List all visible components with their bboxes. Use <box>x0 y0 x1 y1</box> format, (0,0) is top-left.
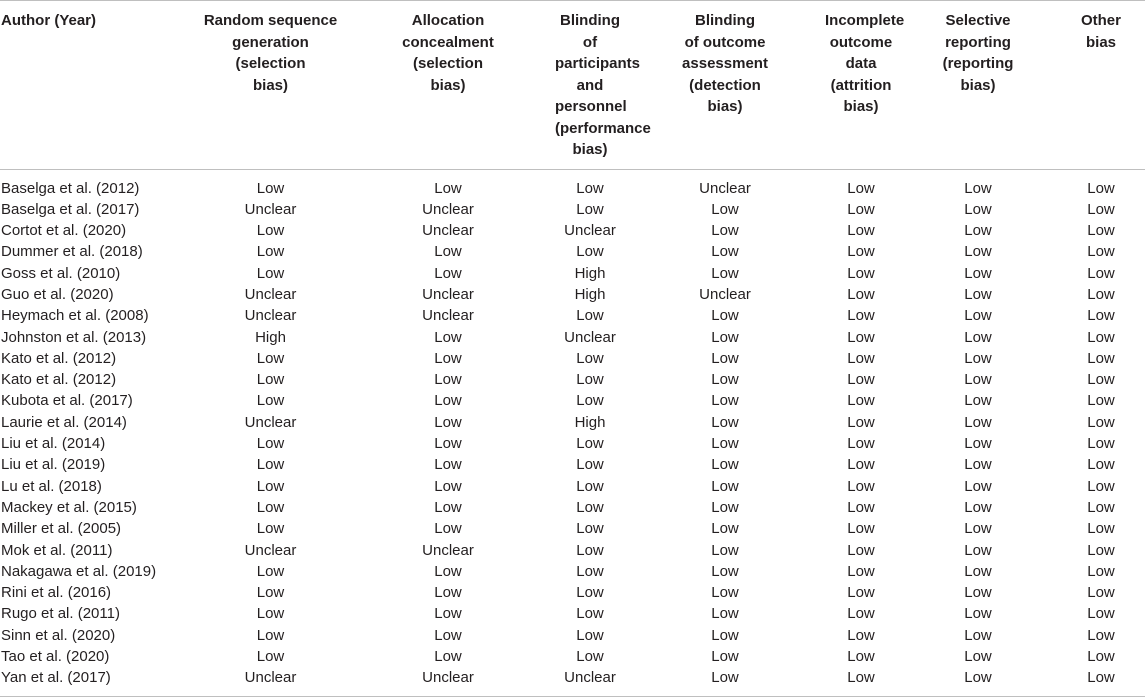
cell-incomplete-outcome-data: Low <box>847 648 875 666</box>
cell-random-sequence-generation: Low <box>256 456 285 474</box>
header-row <box>0 1 1145 170</box>
header-selective-reporting: Selective reporting (reporting bias) <box>899 1 1057 170</box>
cell-other-bias: Low <box>1087 520 1115 538</box>
cell-blinding-participants-personnel: Low <box>576 626 604 644</box>
cell-author-year: Liu et al. (2019) <box>1 456 106 474</box>
cell-allocation-concealment: Low <box>434 392 462 410</box>
table-row <box>0 582 1145 603</box>
cell-incomplete-outcome-data: Low <box>847 456 875 474</box>
header-random-sequence-generation: Random sequence generation (selection bias) <box>198 1 343 170</box>
cell-blinding-outcome-assessment: Unclear <box>699 179 751 197</box>
cell-random-sequence-generation: Low <box>256 392 285 410</box>
cell-blinding-participants-personnel: High <box>574 285 606 303</box>
cell-author-year: Sinn et al. (2020) <box>1 626 116 644</box>
cell-random-sequence-generation: Low <box>256 179 285 197</box>
cell-author-year: Liu et al. (2014) <box>1 435 106 453</box>
cell-other-bias: Low <box>1087 456 1115 474</box>
cell-selective-reporting: Low <box>964 222 992 240</box>
cell-allocation-concealment: Low <box>434 243 462 261</box>
table-row <box>0 348 1145 369</box>
cell-allocation-concealment: Low <box>434 179 462 197</box>
cell-blinding-participants-personnel: Low <box>576 392 604 410</box>
cell-incomplete-outcome-data: Low <box>847 392 875 410</box>
cell-allocation-concealment: Low <box>434 498 462 516</box>
cell-blinding-participants-personnel: Low <box>576 200 604 218</box>
cell-allocation-concealment: Low <box>434 264 462 282</box>
cell-other-bias: Low <box>1087 605 1115 623</box>
cell-blinding-participants-personnel: Low <box>576 435 604 453</box>
cell-selective-reporting: Low <box>964 456 992 474</box>
cell-selective-reporting: Low <box>964 584 992 602</box>
cell-author-year: Tao et al. (2020) <box>1 648 110 666</box>
cell-author-year: Guo et al. (2020) <box>1 285 114 303</box>
cell-other-bias: Low <box>1087 648 1115 666</box>
cell-selective-reporting: Low <box>964 179 992 197</box>
cell-blinding-participants-personnel: Low <box>576 498 604 516</box>
table-row <box>0 454 1145 475</box>
cell-other-bias: Low <box>1087 264 1115 282</box>
header-allocation-concealment: Allocation concealment (selection bias) <box>343 1 553 170</box>
cell-allocation-concealment: Low <box>434 477 462 495</box>
cell-blinding-outcome-assessment: Low <box>711 626 739 644</box>
cell-author-year: Dummer et al. (2018) <box>1 243 143 261</box>
cell-blinding-outcome-assessment: Low <box>711 392 739 410</box>
cell-other-bias: Low <box>1087 413 1115 431</box>
table-row <box>0 603 1145 624</box>
cell-allocation-concealment: Unclear <box>422 222 474 240</box>
cell-incomplete-outcome-data: Low <box>847 264 875 282</box>
cell-blinding-participants-personnel: High <box>574 264 606 282</box>
cell-other-bias: Low <box>1087 541 1115 559</box>
cell-allocation-concealment: Unclear <box>422 285 474 303</box>
cell-incomplete-outcome-data: Low <box>847 328 875 346</box>
table-row <box>0 476 1145 497</box>
cell-author-year: Kubota et al. (2017) <box>1 392 133 410</box>
cell-random-sequence-generation: Low <box>256 264 285 282</box>
cell-selective-reporting: Low <box>964 349 992 367</box>
cell-blinding-outcome-assessment: Low <box>711 307 739 325</box>
cell-author-year: Heymach et al. (2008) <box>1 307 149 325</box>
cell-selective-reporting: Low <box>964 648 992 666</box>
cell-blinding-participants-personnel: Low <box>576 584 604 602</box>
header-blinding-outcome-assessment: Blinding of outcome assessment (detection bias) <box>627 1 823 170</box>
cell-allocation-concealment: Low <box>434 371 462 389</box>
cell-random-sequence-generation: Low <box>256 520 285 538</box>
cell-incomplete-outcome-data: Low <box>847 477 875 495</box>
cell-author-year: Kato et al. (2012) <box>1 371 117 389</box>
table-row <box>0 518 1145 539</box>
cell-random-sequence-generation: Low <box>256 371 285 389</box>
cell-selective-reporting: Low <box>964 200 992 218</box>
cell-random-sequence-generation: Unclear <box>244 200 297 218</box>
cell-selective-reporting: Low <box>964 328 992 346</box>
cell-blinding-outcome-assessment: Low <box>711 648 739 666</box>
cell-blinding-participants-personnel: Low <box>576 179 604 197</box>
cell-allocation-concealment: Low <box>434 328 462 346</box>
table-row <box>0 625 1145 646</box>
cell-blinding-outcome-assessment: Low <box>711 584 739 602</box>
cell-blinding-outcome-assessment: Low <box>711 349 739 367</box>
cell-blinding-participants-personnel: Low <box>576 605 604 623</box>
table-header <box>0 1 1145 170</box>
cell-blinding-outcome-assessment: Low <box>711 562 739 580</box>
cell-other-bias: Low <box>1087 498 1115 516</box>
cell-incomplete-outcome-data: Low <box>847 626 875 644</box>
cell-allocation-concealment: Unclear <box>343 667 553 696</box>
cell-random-sequence-generation: Unclear <box>244 307 297 325</box>
cell-incomplete-outcome-data: Low <box>847 498 875 516</box>
cell-blinding-participants-personnel: Unclear <box>564 222 616 240</box>
table-row <box>0 433 1145 454</box>
cell-random-sequence-generation: Low <box>256 222 285 240</box>
cell-blinding-outcome-assessment: Low <box>711 477 739 495</box>
cell-blinding-participants-personnel: Low <box>576 307 604 325</box>
table-row <box>0 646 1145 667</box>
header-incomplete-outcome-data: Incomplete outcome data (attrition bias) <box>823 1 899 170</box>
cell-incomplete-outcome-data: Low <box>847 541 875 559</box>
cell-blinding-participants-personnel: Low <box>576 456 604 474</box>
cell-blinding-participants-personnel: Low <box>576 477 604 495</box>
cell-other-bias: Low <box>1087 328 1115 346</box>
cell-other-bias: Low <box>1087 562 1115 580</box>
cell-incomplete-outcome-data: Low <box>847 285 875 303</box>
cell-random-sequence-generation: Unclear <box>244 413 297 431</box>
cell-other-bias: Low <box>1057 667 1145 696</box>
cell-author-year: Goss et al. (2010) <box>1 264 121 282</box>
cell-blinding-outcome-assessment: Low <box>711 435 739 453</box>
cell-blinding-outcome-assessment: Low <box>711 520 739 538</box>
cell-allocation-concealment: Low <box>434 626 462 644</box>
cell-selective-reporting: Low <box>899 667 1057 696</box>
cell-blinding-participants-personnel: Low <box>576 371 604 389</box>
cell-incomplete-outcome-data: Low <box>847 413 875 431</box>
cell-random-sequence-generation: Unclear <box>244 541 297 559</box>
cell-random-sequence-generation: Low <box>256 626 285 644</box>
cell-incomplete-outcome-data: Low <box>847 584 875 602</box>
cell-selective-reporting: Low <box>964 264 992 282</box>
cell-blinding-participants-personnel: Low <box>576 541 604 559</box>
cell-incomplete-outcome-data: Low <box>847 200 875 218</box>
cell-selective-reporting: Low <box>964 520 992 538</box>
cell-incomplete-outcome-data: Low <box>823 667 899 696</box>
table-row <box>0 412 1145 433</box>
table-row <box>0 497 1145 518</box>
cell-allocation-concealment: Low <box>434 648 462 666</box>
cell-author-year: Yan et al. (2017) <box>0 667 198 696</box>
cell-author-year: Kato et al. (2012) <box>1 349 117 367</box>
cell-random-sequence-generation: Low <box>256 562 285 580</box>
cell-random-sequence-generation: High <box>255 328 286 346</box>
cell-author-year: Baselga et al. (2017) <box>1 200 140 218</box>
table-row <box>0 390 1145 411</box>
cell-author-year: Lu et al. (2018) <box>1 477 102 495</box>
cell-other-bias: Low <box>1087 477 1115 495</box>
cell-blinding-outcome-assessment: Unclear <box>699 285 751 303</box>
cell-blinding-outcome-assessment: Low <box>627 667 823 696</box>
cell-blinding-outcome-assessment: Low <box>711 222 739 240</box>
cell-random-sequence-generation: Low <box>256 349 285 367</box>
cell-other-bias: Low <box>1087 392 1115 410</box>
cell-random-sequence-generation: Low <box>256 584 285 602</box>
table-row <box>0 241 1145 262</box>
cell-blinding-outcome-assessment: Low <box>711 456 739 474</box>
cell-incomplete-outcome-data: Low <box>847 605 875 623</box>
cell-allocation-concealment: Unclear <box>422 200 474 218</box>
cell-other-bias: Low <box>1087 349 1115 367</box>
cell-blinding-outcome-assessment: Low <box>711 371 739 389</box>
cell-blinding-participants-personnel: Low <box>576 562 604 580</box>
cell-random-sequence-generation: Low <box>256 605 285 623</box>
cell-random-sequence-generation: Low <box>256 435 285 453</box>
cell-random-sequence-generation: Low <box>256 243 285 261</box>
cell-other-bias: Low <box>1087 243 1115 261</box>
table-row <box>0 169 1145 199</box>
cell-author-year: Laurie et al. (2014) <box>1 413 127 431</box>
cell-selective-reporting: Low <box>964 285 992 303</box>
cell-author-year: Rini et al. (2016) <box>1 584 112 602</box>
table-row <box>0 327 1145 348</box>
cell-other-bias: Low <box>1087 435 1115 453</box>
cell-blinding-outcome-assessment: Low <box>711 328 739 346</box>
cell-selective-reporting: Low <box>964 477 992 495</box>
table-row <box>0 540 1145 561</box>
cell-other-bias: Low <box>1087 371 1115 389</box>
cell-random-sequence-generation: Low <box>256 648 285 666</box>
table-row <box>0 199 1145 220</box>
cell-other-bias: Low <box>1087 626 1115 644</box>
cell-allocation-concealment: Low <box>434 584 462 602</box>
cell-blinding-outcome-assessment: Low <box>711 498 739 516</box>
cell-incomplete-outcome-data: Low <box>847 562 875 580</box>
cell-random-sequence-generation: Unclear <box>244 285 297 303</box>
cell-blinding-outcome-assessment: Low <box>711 605 739 623</box>
cell-author-year: Rugo et al. (2011) <box>1 605 120 623</box>
cell-selective-reporting: Low <box>964 562 992 580</box>
cell-blinding-participants-personnel: Low <box>576 349 604 367</box>
cell-allocation-concealment: Low <box>434 413 462 431</box>
cell-other-bias: Low <box>1087 584 1115 602</box>
cell-blinding-participants-personnel: Low <box>576 648 604 666</box>
cell-author-year: Johnston et al. (2013) <box>1 328 147 346</box>
cell-allocation-concealment: Low <box>434 349 462 367</box>
cell-incomplete-outcome-data: Low <box>847 435 875 453</box>
cell-allocation-concealment: Low <box>434 456 462 474</box>
cell-other-bias: Low <box>1087 179 1115 197</box>
cell-author-year: Mok et al. (2011) <box>1 541 113 559</box>
cell-selective-reporting: Low <box>964 413 992 431</box>
table-row <box>0 263 1145 284</box>
header-blinding-participants-personnel: Blinding of participants and personnel (performance bias) <box>553 1 627 170</box>
cell-other-bias: Low <box>1087 222 1115 240</box>
cell-incomplete-outcome-data: Low <box>847 349 875 367</box>
cell-author-year: Mackey et al. (2015) <box>1 498 137 516</box>
table-row <box>0 305 1145 326</box>
cell-selective-reporting: Low <box>964 498 992 516</box>
cell-incomplete-outcome-data: Low <box>847 307 875 325</box>
cell-incomplete-outcome-data: Low <box>847 222 875 240</box>
cell-author-year: Miller et al. (2005) <box>1 520 122 538</box>
cell-selective-reporting: Low <box>964 307 992 325</box>
cell-other-bias: Low <box>1087 200 1115 218</box>
cell-author-year: Baselga et al. (2012) <box>1 179 140 197</box>
cell-selective-reporting: Low <box>964 392 992 410</box>
cell-selective-reporting: Low <box>964 605 992 623</box>
cell-other-bias: Low <box>1087 307 1115 325</box>
cell-random-sequence-generation: Unclear <box>198 667 343 696</box>
table-row <box>0 220 1145 241</box>
cell-allocation-concealment: Low <box>434 562 462 580</box>
cell-selective-reporting: Low <box>964 243 992 261</box>
cell-other-bias: Low <box>1087 285 1115 303</box>
cell-random-sequence-generation: Low <box>256 477 285 495</box>
cell-selective-reporting: Low <box>964 435 992 453</box>
cell-blinding-outcome-assessment: Low <box>711 264 739 282</box>
cell-blinding-participants-personnel: Unclear <box>564 328 616 346</box>
cell-incomplete-outcome-data: Low <box>847 243 875 261</box>
cell-blinding-outcome-assessment: Low <box>711 243 739 261</box>
cell-allocation-concealment: Unclear <box>422 307 474 325</box>
cell-incomplete-outcome-data: Low <box>847 520 875 538</box>
table-row <box>0 667 1145 696</box>
cell-blinding-participants-personnel: Low <box>576 243 604 261</box>
cell-author-year: Nakagawa et al. (2019) <box>1 562 157 580</box>
cell-random-sequence-generation: Low <box>256 498 285 516</box>
cell-author-year: Cortot et al. (2020) <box>1 222 127 240</box>
table-row <box>0 561 1145 582</box>
cell-blinding-participants-personnel: High <box>574 413 606 431</box>
cell-allocation-concealment: Low <box>434 435 462 453</box>
cell-selective-reporting: Low <box>964 541 992 559</box>
table-row <box>0 284 1145 305</box>
header-author-year: Author (Year) <box>0 1 198 170</box>
cell-blinding-outcome-assessment: Low <box>711 541 739 559</box>
cell-blinding-participants-personnel: Low <box>576 520 604 538</box>
table-body <box>0 169 1145 696</box>
cell-allocation-concealment: Unclear <box>422 541 474 559</box>
header-other-bias: Other bias <box>1057 1 1145 170</box>
cell-allocation-concealment: Low <box>434 520 462 538</box>
cell-selective-reporting: Low <box>964 626 992 644</box>
cell-blinding-participants-personnel: Unclear <box>553 667 627 696</box>
table-row <box>0 369 1145 390</box>
cell-incomplete-outcome-data: Low <box>847 179 875 197</box>
cell-allocation-concealment: Low <box>434 605 462 623</box>
cell-incomplete-outcome-data: Low <box>847 371 875 389</box>
cell-selective-reporting: Low <box>964 371 992 389</box>
cell-blinding-outcome-assessment: Low <box>711 200 739 218</box>
cell-blinding-outcome-assessment: Low <box>711 413 739 431</box>
